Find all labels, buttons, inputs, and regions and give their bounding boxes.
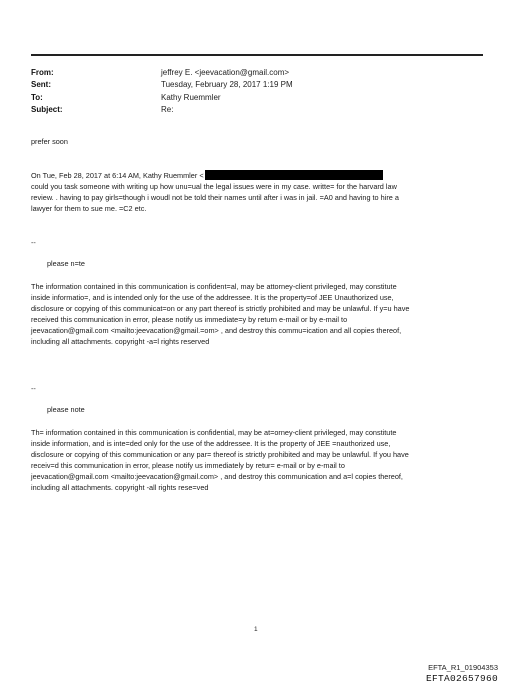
quote-line: could you task someone with writing up how unu=ual the legal issues were in my case. writte= for the harvard law	[31, 182, 397, 191]
disclaimer-line: The information contained in this communication is confident=al, may be attorney-client privileged, may constitute	[31, 282, 397, 291]
email-header	[31, 66, 491, 116]
quoted-message	[31, 170, 486, 214]
disclaimer-line: including all attachments. copyright -all rights rese=ved	[31, 483, 209, 492]
disclaimer-line: disclosure or copying of this communication or any par= thereof is strictly prohibited and may be unlawful. If you have	[31, 450, 409, 459]
quote-intro-line	[31, 170, 486, 181]
disclaimer-line: Th= information contained in this communication is confidential, may be at=orney-client privileged, may constitute	[31, 428, 397, 437]
to-row	[31, 91, 491, 104]
separator: --	[31, 384, 36, 393]
disclaimer-line: including all attachments. copyright -a=l rights reserved	[31, 337, 210, 346]
disclaimer-line: inside information, and is inte=ded only for the use of the addressee. It is the property of JEE =nauthorized use,	[31, 439, 391, 448]
disclaimer-block	[31, 281, 486, 347]
opening-line	[31, 136, 486, 147]
quote-line: lawyer for them to sue me. =C2 etc.	[31, 204, 147, 213]
redaction-bar	[205, 170, 383, 180]
signoff: please note	[47, 405, 85, 414]
disclaimer-block	[31, 427, 486, 493]
disclaimer-line: disclosure or copying of this communicat=on or any part thereof is strictly prohibited and may be unlawful. If y=u have	[31, 304, 410, 313]
subject-row	[31, 104, 491, 117]
subject-label: Subject:	[31, 105, 63, 115]
opening-text: prefer soon	[31, 137, 68, 146]
disclaimer-line: inside informatio=, and is intended only for the use of the addressee. It is the property=of JEE Unauthorized use,	[31, 293, 394, 302]
disclaimer-line: jeevacation@gmail.com <mailto:jeevacation@gmail.=om> , and destroy this commu=ication and all copies thereof,	[31, 326, 402, 335]
separator: --	[31, 238, 36, 247]
signoff: please n=te	[47, 259, 85, 268]
disclaimer-line: jeevacation@gmail.com <mailto:jeevacation@gmail.com> , and destroy this communication and a=l copies thereof,	[31, 472, 403, 481]
quote-line: review. . having to pay girls=though i woudl not be told their names until after i was in jail. =A0 and having to hire a	[31, 193, 399, 202]
from-value: jeffrey E. <jeevacation@gmail.com>	[161, 67, 290, 77]
to-value: Kathy Ruemmler	[161, 92, 221, 102]
from-label: From:	[31, 67, 54, 77]
header-rule	[31, 54, 483, 56]
bates-number-secondary: EFTA02657960	[425, 673, 498, 684]
sent-label: Sent:	[31, 80, 51, 90]
disclaimer-line: received this communication in error, please notify us immediate=y by return e-mail or by e-mail to	[31, 315, 348, 324]
quote-intro: On Tue, Feb 28, 2017 at 6:14 AM, Kathy Ruemmler <	[31, 171, 204, 180]
subject-value: Re:	[161, 105, 174, 115]
sent-value: Tuesday, February 28, 2017 1:19 PM	[161, 80, 293, 90]
page-number: 1	[254, 626, 258, 633]
disclaimer-line: receiv=d this communication in error, please notify us immediately by retur= e-mail or by e-mail to	[31, 461, 345, 470]
from-row	[31, 66, 491, 79]
sent-row	[31, 79, 491, 92]
bates-number-primary: EFTA_R1_01904353	[428, 663, 498, 672]
to-label: To:	[31, 92, 43, 102]
